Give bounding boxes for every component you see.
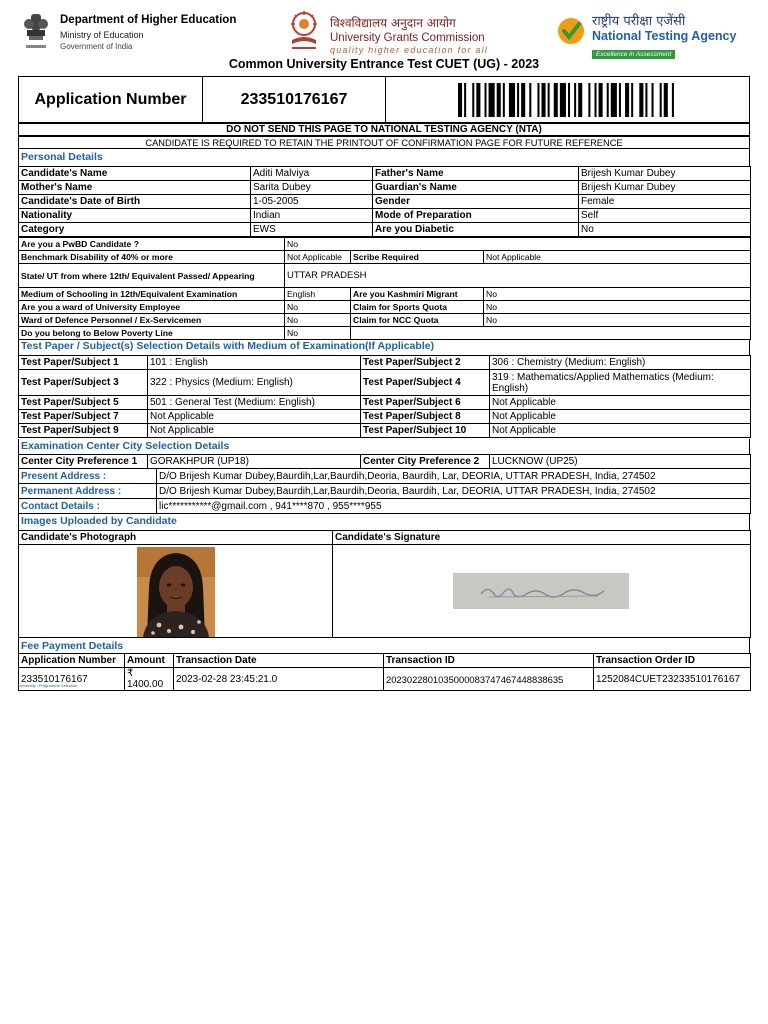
ugc-tagline: quality higher education for all: [330, 45, 488, 55]
field-label: Candidate's Name: [19, 167, 251, 181]
nta-name: National Testing Agency: [592, 29, 737, 43]
field-label: Guardian's Name: [373, 181, 579, 195]
ugc-logo-icon: [286, 10, 322, 52]
barcode-bar: [619, 83, 621, 117]
barcode-bar: [574, 83, 576, 117]
subjects-table: [18, 355, 751, 438]
scribe-value: Not Applicable: [484, 251, 751, 264]
signature-cell: [333, 545, 751, 638]
field-label: Mode of Preparation: [373, 209, 579, 223]
bpl-empty: [351, 327, 751, 340]
benchmark-label: Benchmark Disability of 40% or more: [19, 251, 285, 264]
barcode-bar: [560, 83, 566, 117]
personal-row: [19, 167, 751, 181]
scribe-label: Scribe Required: [351, 251, 484, 264]
barcode-bar: [548, 83, 550, 117]
field-value: Self: [579, 209, 751, 223]
benchmark-value: Not Applicable: [285, 251, 351, 264]
subject-row: [19, 424, 751, 438]
pwbd-label: Are you a PwBD Candidate ?: [19, 238, 285, 251]
barcode-bar: [521, 83, 525, 117]
subject-value: 101 : English: [148, 356, 361, 370]
subject-label: Test Paper/Subject 8: [361, 410, 490, 424]
barcode-bar: [625, 83, 629, 117]
field-value: EWS: [251, 223, 373, 237]
footer-note: University : Programme Selection: [18, 683, 78, 688]
subject-label: Test Paper/Subject 10: [361, 424, 490, 438]
application-number-label: Application Number: [19, 77, 203, 122]
field-value: Sarita Dubey: [251, 181, 373, 195]
barcode-bar: [594, 83, 596, 117]
bpl-label: Do you belong to Below Poverty Line: [19, 327, 285, 340]
candidate-signature: [453, 573, 629, 609]
fee-value: 1252084CUET23233510176167: [594, 668, 751, 691]
subject-value: Not Applicable: [490, 396, 751, 410]
fee-header: Transaction ID: [384, 654, 594, 668]
section-exam-center: Examination Center City Selection Details: [18, 439, 750, 454]
barcode-cell: [386, 77, 749, 122]
barcode-bar: [529, 83, 531, 117]
application-number-box: [18, 76, 750, 123]
barcode-bar: [578, 83, 582, 117]
present-address-label: Present Address :: [19, 469, 157, 484]
barcode-bar: [639, 83, 643, 117]
subject-row: [19, 356, 751, 370]
subject-value: 501 : General Test (Medium: English): [148, 396, 361, 410]
field-value: 1-05-2005: [251, 195, 373, 209]
subject-value: 319 : Mathematics/Applied Mathematics (Medium: English): [490, 370, 751, 396]
field-value: No: [484, 288, 751, 301]
fee-header: Application Number: [19, 654, 125, 668]
subject-label: Test Paper/Subject 2: [361, 356, 490, 370]
barcode-bar: [645, 83, 647, 117]
fee-value: 2023-02-28 23:45:21.0: [174, 668, 384, 691]
subject-value: Not Applicable: [490, 410, 751, 424]
barcode-bar: [517, 83, 519, 117]
field-value: Brijesh Kumar Dubey: [579, 181, 751, 195]
center-pref-2-value: LUCKNOW (UP25): [490, 455, 751, 469]
notice-retain-printout: CANDIDATE IS REQUIRED TO RETAIN THE PRINTOUT OF CONFIRMATION PAGE FOR FUTURE REFERENCE: [18, 136, 750, 149]
ugc-block: [330, 14, 488, 55]
field-label: Gender: [373, 195, 579, 209]
field-label: Medium of Schooling in 12th/Equivalent Examination: [19, 288, 285, 301]
field-value: No: [285, 314, 351, 327]
field-value: No: [484, 314, 751, 327]
fee-header: Transaction Order ID: [594, 654, 751, 668]
field-label: Are you Diabetic: [373, 223, 579, 237]
dhe-ministry: Ministry of Education: [60, 30, 144, 40]
permanent-address-value: D/O Brijesh Kumar Dubey,Baurdih,Lar,Baurdih,Deoria, Baurdih, Lar, DEORIA, UTTAR PRADESH, India, 274502: [157, 484, 751, 499]
subject-value: 306 : Chemistry (Medium: English): [490, 356, 751, 370]
page-header: [18, 8, 750, 56]
nta-tagline: Excellence in Assessment: [592, 50, 675, 59]
barcode-bar: [472, 83, 474, 117]
additional-row: [19, 301, 751, 314]
subject-value: 322 : Physics (Medium: English): [148, 370, 361, 396]
dhe-block: [60, 14, 236, 51]
barcode-bar: [537, 83, 539, 117]
address-table: [18, 468, 751, 514]
subject-row: [19, 370, 751, 396]
images-table: [18, 530, 751, 638]
field-value: No: [579, 223, 751, 237]
field-label: Mother's Name: [19, 181, 251, 195]
nta-check-logo-icon: [556, 16, 586, 46]
bpl-value: No: [285, 327, 351, 340]
subject-label: Test Paper/Subject 5: [19, 396, 148, 410]
subject-label: Test Paper/Subject 9: [19, 424, 148, 438]
field-value: English: [285, 288, 351, 301]
permanent-address-label: Permanent Address :: [19, 484, 157, 499]
section-fee-payment: Fee Payment Details: [18, 637, 750, 654]
center-pref-1-value: GORAKHPUR (UP18): [148, 455, 361, 469]
barcode-bar: [568, 83, 570, 117]
field-label: Claim for NCC Quota: [351, 314, 484, 327]
field-label: Are you Kashmiri Migrant: [351, 288, 484, 301]
field-label: Nationality: [19, 209, 251, 223]
barcode-bar: [484, 83, 486, 117]
present-address-value: D/O Brijesh Kumar Dubey,Baurdih,Lar,Baurdih,Deoria, Baurdih, Lar, DEORIA, UTTAR PRADESH, India, 274502: [157, 469, 751, 484]
barcode-bar: [599, 83, 603, 117]
field-value: No: [285, 301, 351, 314]
contact-details-value: lic***********@gmail.com , 941****870 , 955****955: [157, 499, 751, 514]
subject-label: Test Paper/Subject 1: [19, 356, 148, 370]
fee-value: ₹ 1400.00: [125, 668, 174, 691]
pwbd-value: No: [285, 238, 751, 251]
subject-label: Test Paper/Subject 4: [361, 370, 490, 396]
barcode-bar: [664, 83, 668, 117]
personal-row: [19, 223, 751, 237]
section-test-paper: Test Paper / Subject(s) Selection Details with Medium of Examination(If Applicable): [18, 339, 750, 355]
barcode-bar: [672, 83, 674, 117]
barcode-bar: [631, 83, 633, 117]
barcode-bar: [607, 83, 609, 117]
field-label: Are you a ward of University Employee: [19, 301, 285, 314]
barcode-bar: [458, 83, 462, 117]
personal-row: [19, 195, 751, 209]
field-value: Brijesh Kumar Dubey: [579, 167, 751, 181]
nta-hindi-name: राष्ट्रीय परीक्षा एजेंसी: [592, 14, 686, 29]
barcode-bar: [464, 83, 466, 117]
fee-value: 2023022801035000083747467448838635: [384, 668, 594, 691]
subject-value: Not Applicable: [148, 410, 361, 424]
subject-value: Not Applicable: [148, 424, 361, 438]
nta-block: [592, 11, 736, 61]
fee-table: [18, 653, 751, 691]
ugc-name: University Grants Commission: [330, 32, 485, 44]
section-images: Images Uploaded by Candidate: [18, 513, 750, 530]
field-value: Indian: [251, 209, 373, 223]
field-label: Ward of Defence Personnel / Ex-Servicemen: [19, 314, 285, 327]
subject-label: Test Paper/Subject 7: [19, 410, 148, 424]
field-label: Father's Name: [373, 167, 579, 181]
subject-row: [19, 396, 751, 410]
barcode-bar: [489, 83, 495, 117]
state-value: UTTAR PRADESH: [285, 264, 751, 288]
notice-do-not-send: DO NOT SEND THIS PAGE TO NATIONAL TESTING AGENCY (NTA): [18, 123, 750, 136]
field-label: Claim for Sports Quota: [351, 301, 484, 314]
photo-label: Candidate's Photograph: [19, 531, 333, 545]
center-pref-1-label: Center City Preference 1: [19, 455, 148, 469]
contact-details-label: Contact Details :: [19, 499, 157, 514]
additional-row: [19, 288, 751, 301]
national-emblem-icon: [23, 12, 49, 54]
subject-row: [19, 410, 751, 424]
page-title: Common University Entrance Test CUET (UG) - 2023: [228, 57, 540, 71]
fee-header: Amount: [125, 654, 174, 668]
dhe-title: Department of Higher Education: [60, 14, 237, 26]
ugc-hindi-name: विश्वविद्यालय अनुदान आयोग: [330, 16, 456, 30]
section-personal-details: Personal Details: [18, 149, 750, 166]
fee-value: 233510176167: [19, 668, 125, 691]
subject-label: Test Paper/Subject 6: [361, 396, 490, 410]
field-label: Candidate's Date of Birth: [19, 195, 251, 209]
personal-row: [19, 209, 751, 223]
barcode-icon: [458, 83, 678, 117]
additional-row: [19, 314, 751, 327]
additional-details-table: [18, 287, 751, 340]
fee-header: Transaction Date: [174, 654, 384, 668]
barcode-bar: [497, 83, 501, 117]
barcode-bar: [554, 83, 558, 117]
field-label: Category: [19, 223, 251, 237]
subject-value: Not Applicable: [490, 424, 751, 438]
exam-center-table: [18, 454, 751, 469]
barcode-bar: [652, 83, 654, 117]
field-value: Aditi Malviya: [251, 167, 373, 181]
barcode-bar: [660, 83, 662, 117]
application-number-value: 233510176167: [203, 77, 386, 122]
photo-cell: [19, 545, 333, 638]
barcode-bar: [542, 83, 546, 117]
barcode-bar: [476, 83, 480, 117]
center-pref-2-label: Center City Preference 2: [361, 455, 490, 469]
barcode-bar: [611, 83, 617, 117]
personal-details-table: [18, 166, 751, 237]
field-value: Female: [579, 195, 751, 209]
dhe-government: Government of India: [60, 42, 133, 51]
personal-row: [19, 181, 751, 195]
field-value: No: [484, 301, 751, 314]
signature-label: Candidate's Signature: [333, 531, 751, 545]
state-label: State/ UT from where 12th/ Equivalent Passed/ Appearing: [19, 264, 285, 288]
barcode-bar: [588, 83, 590, 117]
barcode-bar: [503, 83, 505, 117]
subject-label: Test Paper/Subject 3: [19, 370, 148, 396]
eligibility-table: [18, 237, 751, 288]
candidate-photo: [137, 547, 215, 637]
barcode-bar: [509, 83, 515, 117]
